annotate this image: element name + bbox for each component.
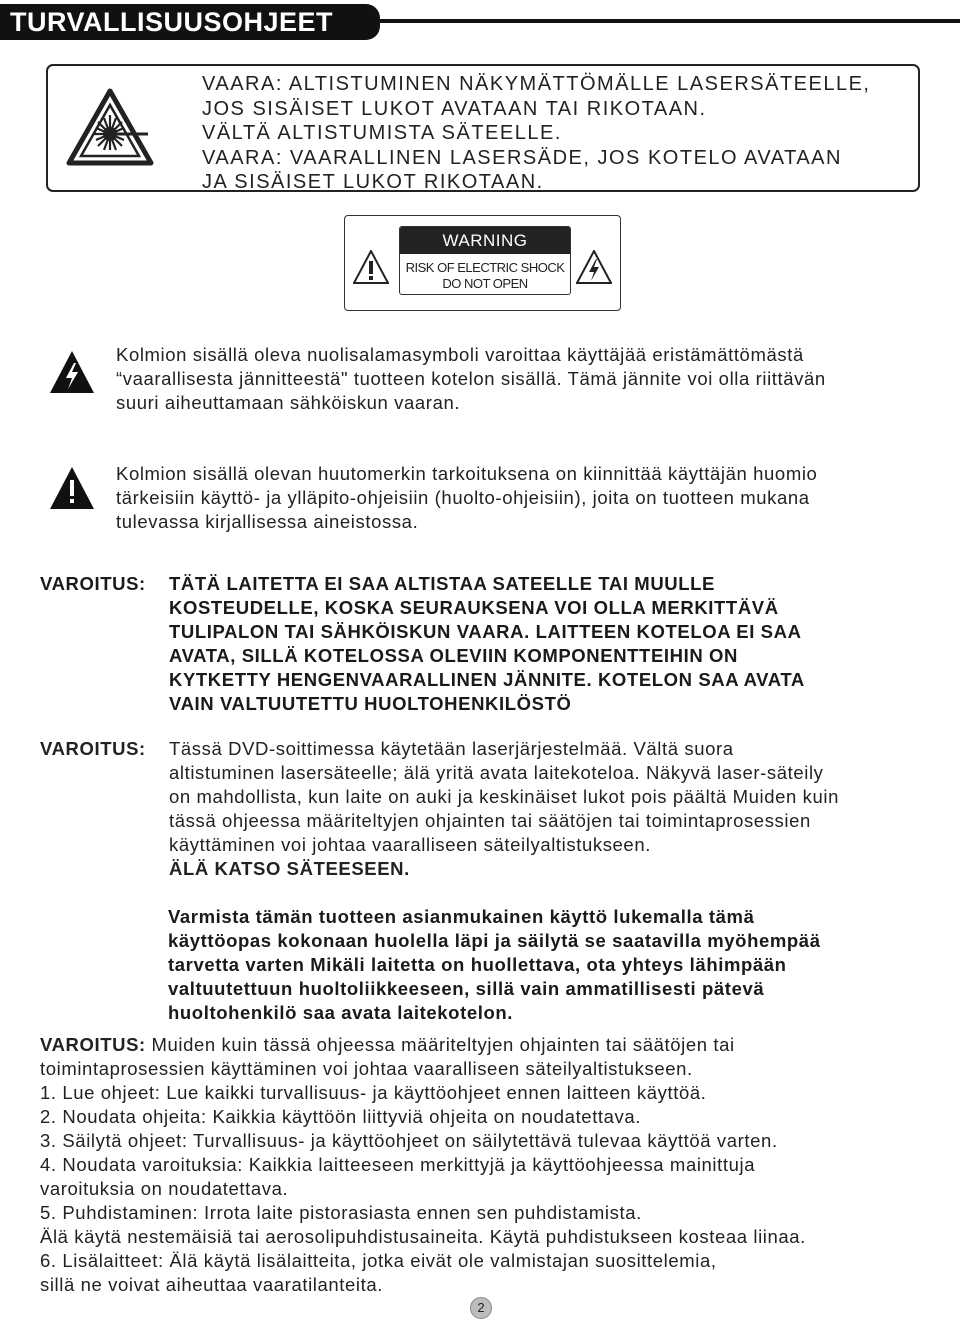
list-item: 1. Lue ohjeet: Lue kaikki turvallisuus- ja käyttöohjeet ennen laitteen käyttöä. [40,1082,707,1103]
header-rule [376,19,960,23]
warning-line-2: DO NOT OPEN [442,276,528,291]
usage-notice: Varmista tämän tuotteen asianmukainen käyttö lukemalla tämä käyttöopas kokonaan huolella läpi ja säilytä se saatavilla myöhempää tarvetta varten Mikäli laitetta on huollettava, ota yhteys lähimpään valtuutettuun huoltoliikkeeseen, sillä vain ammatillisesti pätevä huoltohenkilö saa avata laitekotelon. [168,906,821,1023]
caution-line: altistuminen lasersäteelle; älä yritä avata laitekoteloa. Näkyvä laser-säteily [169,762,824,783]
caution-line: KOSTEUDELLE, KOSKA SEURAUKSENA VOI OLLA MERKITTÄVÄ [169,597,779,618]
shock-warning-label [344,215,621,311]
list-item: 4. Noudata varoituksia: Kaikkia laitteeseen merkittyjä ja käyttöohjeessa mainittuja [40,1154,756,1175]
caution-line: KYTKETTY HENGENVAARALLINEN JÄNNITE. KOTELON SAA AVATA [169,669,805,690]
caution-line: TULIPALON TAI SÄHKÖISKUN VAARA. LAITTEEN KOTELOA EI SAA [169,621,802,642]
caution-line: TÄTÄ LAITETTA EI SAA ALTISTAA SATEELLE TAI MUULLE [169,573,715,594]
lightning-triangle-icon [576,250,612,284]
caution-label: VAROITUS: [40,1034,146,1055]
caution-line: VAIN VALTUUTETTU HUOLTOHENKILÖSTÖ [169,693,572,714]
caution-first-line [40,1033,940,1057]
caution-line: Muiden kuin tässä ohjeessa määriteltyjen ohjainten tai säätöjen tai [151,1034,735,1055]
list-item: 5. Puhdistaminen: Irrota laite pistorasiasta ennen sen puhdistamista. [40,1202,642,1223]
page-title: TURVALLISUUSOHJEET [10,7,334,37]
lightning-triangle-icon [50,351,94,393]
list-item: 3. Säilytä ohjeet: Turvallisuus- ja käyttöohjeet on säilytettävä tulevaa käyttöä varten. [40,1130,778,1151]
do-not-stare-warning: ÄLÄ KATSO SÄTEESEEN. [169,858,410,879]
warning-title: WARNING [400,227,570,254]
laser-warning-icon [66,88,154,166]
caution-line: on mahdollista, kun laite on auki ja keskinäiset lukot pois päältä Muiden kuin [169,786,839,807]
exclamation-triangle-icon [50,467,94,509]
list-item: sillä ne voivat aiheuttaa vaaratilanteita. [40,1274,383,1295]
warning-line-1: RISK OF ELECTRIC SHOCK [405,260,565,275]
list-item: toimintaprosessien käyttäminen voi johtaa vaaralliseen säteilyaltistukseen. [40,1058,693,1079]
list-item: varoituksia on noudatettava. [40,1178,289,1199]
laser-warning-text: VAARA: ALTISTUMINEN NÄKYMÄTTÖMÄLLE LASERSÄTEELLE, JOS SISÄISET LUKOT AVATAAN TAI RIKOTAAN. VÄLTÄ ALTISTUMISTA SÄTEELLE. VAARA: VAARALLINEN LASERSÄDE, JOS KOTELO AVATAAN JA SISÄISET LUKOT RIKOTAAN. [202,73,871,193]
lightning-symbol-text: Kolmion sisällä oleva nuolisalamasymboli varoittaa käyttäjää eristämättömästä “vaarallisesta jännitteestä" tuotteen kotelon sisällä. Tämä jännite voi olla riittävän suuri aiheuttamaan sähköiskun vaaran. [116,344,826,413]
caution-label: VAROITUS: [40,738,146,759]
list-item: Älä käytä nestemäisiä tai aerosolipuhdistusaineita. Käytä puhdistukseen kosteaa liinaa. [40,1226,806,1247]
caution-controls-and-list [40,1033,940,1297]
caution-line: tässä ohjeessa määriteltyjen ohjainten tai säätöjen tai toimintaprosessien [169,810,811,831]
exclamation-symbol-text: Kolmion sisällä olevan huutomerkin tarkoituksena on kiinnittää käyttäjän huomio tärkeisiin käyttö- ja ylläpito-ohjeisiin (huolto-ohjeisiin), joita on tuotteen mukana tulevassa kirjallisessa aineistossa. [116,463,818,532]
caution-line: käyttäminen voi johtaa vaaralliseen säteilyaltistukseen. [169,834,651,855]
caution-label: VAROITUS: [40,573,146,594]
exclamation-triangle-icon [353,250,389,284]
list-item: 2. Noudata ohjeita: Kaikkia käyttöön liittyviä ohjeita on noudatettava. [40,1106,642,1127]
list-item: 6. Lisälaitteet: Älä käytä lisälaitteita, jotka eivät ole valmistajan suosittelemia, [40,1250,717,1271]
caution-line: Tässä DVD-soittimessa käytetään laserjärjestelmää. Vältä suora [169,738,734,759]
page-number: 2 [470,1297,492,1319]
laser-warning-box [46,64,920,192]
warning-plate [399,226,571,295]
caution-line: AVATA, SILLÄ KOTELOSSA OLEVIIN KOMPONENTTEIHIN ON [169,645,738,666]
